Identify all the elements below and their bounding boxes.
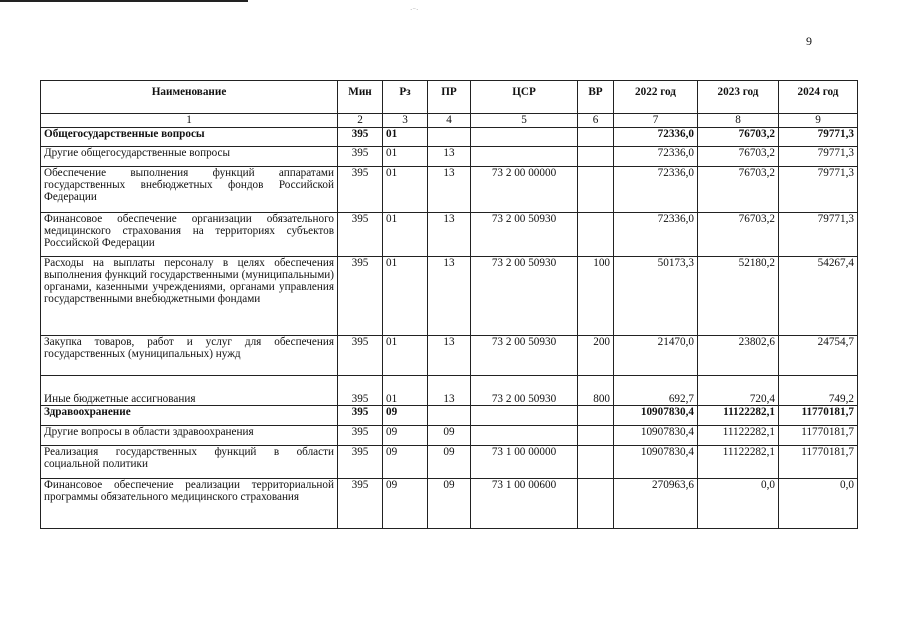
row-csr: 73 2 00 00000 [471,167,578,213]
row-min: 395 [338,406,383,426]
row-name: Общегосударственные вопросы [41,128,338,147]
table-row [41,336,858,376]
row-vr [578,128,614,147]
table-row [41,376,858,406]
row-vr: 200 [578,336,614,376]
table-row [41,128,858,147]
row-vr [578,446,614,479]
row-2024: 749,2 [779,376,858,406]
row-2022: 72336,0 [614,167,698,213]
header-csr: ЦСР [471,81,578,114]
row-name: Финансовое обеспечение реализации территориальной программы обязательного медицинского страхования [41,479,338,529]
header-pr: ПР [428,81,471,114]
row-csr: 73 2 00 50930 [471,257,578,336]
row-2022: 21470,0 [614,336,698,376]
row-2024: 79771,3 [779,167,858,213]
row-2022: 270963,6 [614,479,698,529]
row-rz: 01 [383,336,428,376]
row-pr: 13 [428,167,471,213]
row-name: Закупка товаров, работ и услуг для обеспечения государственных (муниципальных) нужд [41,336,338,376]
row-rz: 01 [383,167,428,213]
row-name: Другие вопросы в области здравоохранения [41,426,338,446]
row-name: Другие общегосударственные вопросы [41,147,338,167]
row-min: 395 [338,128,383,147]
table-row [41,213,858,257]
column-number: 1 [41,114,338,128]
row-min: 395 [338,257,383,336]
column-number: 8 [698,114,779,128]
table-row [41,147,858,167]
header-vr: ВР [578,81,614,114]
row-pr: 13 [428,376,471,406]
row-2023: 76703,2 [698,213,779,257]
row-pr: 13 [428,336,471,376]
row-rz: 01 [383,376,428,406]
row-2023: 720,4 [698,376,779,406]
row-csr [471,406,578,426]
row-rz: 01 [383,147,428,167]
top-rule [0,0,248,2]
row-rz: 09 [383,446,428,479]
row-rz: 01 [383,128,428,147]
row-name: Реализация государственных функций в области социальной политики [41,446,338,479]
row-pr: 13 [428,257,471,336]
row-2023: 11122282,1 [698,426,779,446]
row-min: 395 [338,479,383,529]
row-2022: 10907830,4 [614,426,698,446]
row-2024: 79771,3 [779,128,858,147]
row-pr [428,128,471,147]
row-2024: 79771,3 [779,147,858,167]
row-2023: 52180,2 [698,257,779,336]
row-rz: 09 [383,426,428,446]
column-number-row [41,114,858,128]
row-2022: 692,7 [614,376,698,406]
row-csr: 73 2 00 50930 [471,376,578,406]
row-2023: 11122282,1 [698,406,779,426]
column-number: 3 [383,114,428,128]
row-csr: 73 2 00 50930 [471,213,578,257]
row-csr: 73 2 00 50930 [471,336,578,376]
row-2023: 76703,2 [698,147,779,167]
row-min: 395 [338,426,383,446]
row-csr [471,147,578,167]
column-number: 7 [614,114,698,128]
table-row [41,479,858,529]
row-2024: 79771,3 [779,213,858,257]
row-2022: 72336,0 [614,147,698,167]
table-row [41,406,858,426]
scan-speck: ·⁻· [410,6,419,14]
row-2023: 76703,2 [698,128,779,147]
row-2022: 10907830,4 [614,446,698,479]
column-number: 9 [779,114,858,128]
table-row [41,426,858,446]
row-pr: 13 [428,147,471,167]
row-rz: 01 [383,257,428,336]
row-2023: 11122282,1 [698,446,779,479]
row-2024: 0,0 [779,479,858,529]
row-name: Иные бюджетные ассигнования [41,376,338,406]
row-min: 395 [338,376,383,406]
row-2022: 50173,3 [614,257,698,336]
row-vr [578,426,614,446]
row-pr: 13 [428,213,471,257]
header-rz: Рз [383,81,428,114]
row-csr: 73 1 00 00000 [471,446,578,479]
row-pr: 09 [428,446,471,479]
page-number: 9 [806,34,812,48]
header-min: Мин [338,81,383,114]
row-rz: 09 [383,406,428,426]
row-2024: 54267,4 [779,257,858,336]
column-number: 4 [428,114,471,128]
row-min: 395 [338,336,383,376]
header-2022: 2022 год [614,81,698,114]
row-2022: 72336,0 [614,213,698,257]
row-rz: 01 [383,213,428,257]
header-2023: 2023 год [698,81,779,114]
header-row [41,81,858,114]
header-name: Наименование [41,81,338,114]
row-min: 395 [338,167,383,213]
row-2024: 11770181,7 [779,446,858,479]
row-vr [578,406,614,426]
row-pr: 09 [428,426,471,446]
row-vr: 100 [578,257,614,336]
row-2024: 11770181,7 [779,426,858,446]
row-csr [471,426,578,446]
row-vr [578,213,614,257]
row-2023: 0,0 [698,479,779,529]
column-number: 2 [338,114,383,128]
row-vr [578,147,614,167]
row-min: 395 [338,147,383,167]
header-2024: 2024 год [779,81,858,114]
row-2022: 10907830,4 [614,406,698,426]
row-vr [578,479,614,529]
row-csr: 73 1 00 00600 [471,479,578,529]
row-name: Финансовое обеспечение организации обязательного медицинского страхования на территориях субъектов Российской Федерации [41,213,338,257]
row-2022: 72336,0 [614,128,698,147]
row-csr [471,128,578,147]
row-pr: 09 [428,479,471,529]
table-row [41,167,858,213]
row-min: 395 [338,213,383,257]
budget-table [40,80,858,529]
row-2024: 11770181,7 [779,406,858,426]
row-2023: 23802,6 [698,336,779,376]
row-2023: 76703,2 [698,167,779,213]
row-vr: 800 [578,376,614,406]
row-2024: 24754,7 [779,336,858,376]
row-name: Обеспечение выполнения функций аппаратами государственных внебюджетных фондов Российской Федерации [41,167,338,213]
row-pr [428,406,471,426]
row-vr [578,167,614,213]
row-name: Здравоохранение [41,406,338,426]
table-row [41,257,858,336]
row-rz: 09 [383,479,428,529]
column-number: 6 [578,114,614,128]
column-number: 5 [471,114,578,128]
row-min: 395 [338,446,383,479]
row-name: Расходы на выплаты персоналу в целях обеспечения выполнения функций государственными (муниципальными) органами, казенными учреждениями, органами управления государственными внебюджетными фондами [41,257,338,336]
table-row [41,446,858,479]
